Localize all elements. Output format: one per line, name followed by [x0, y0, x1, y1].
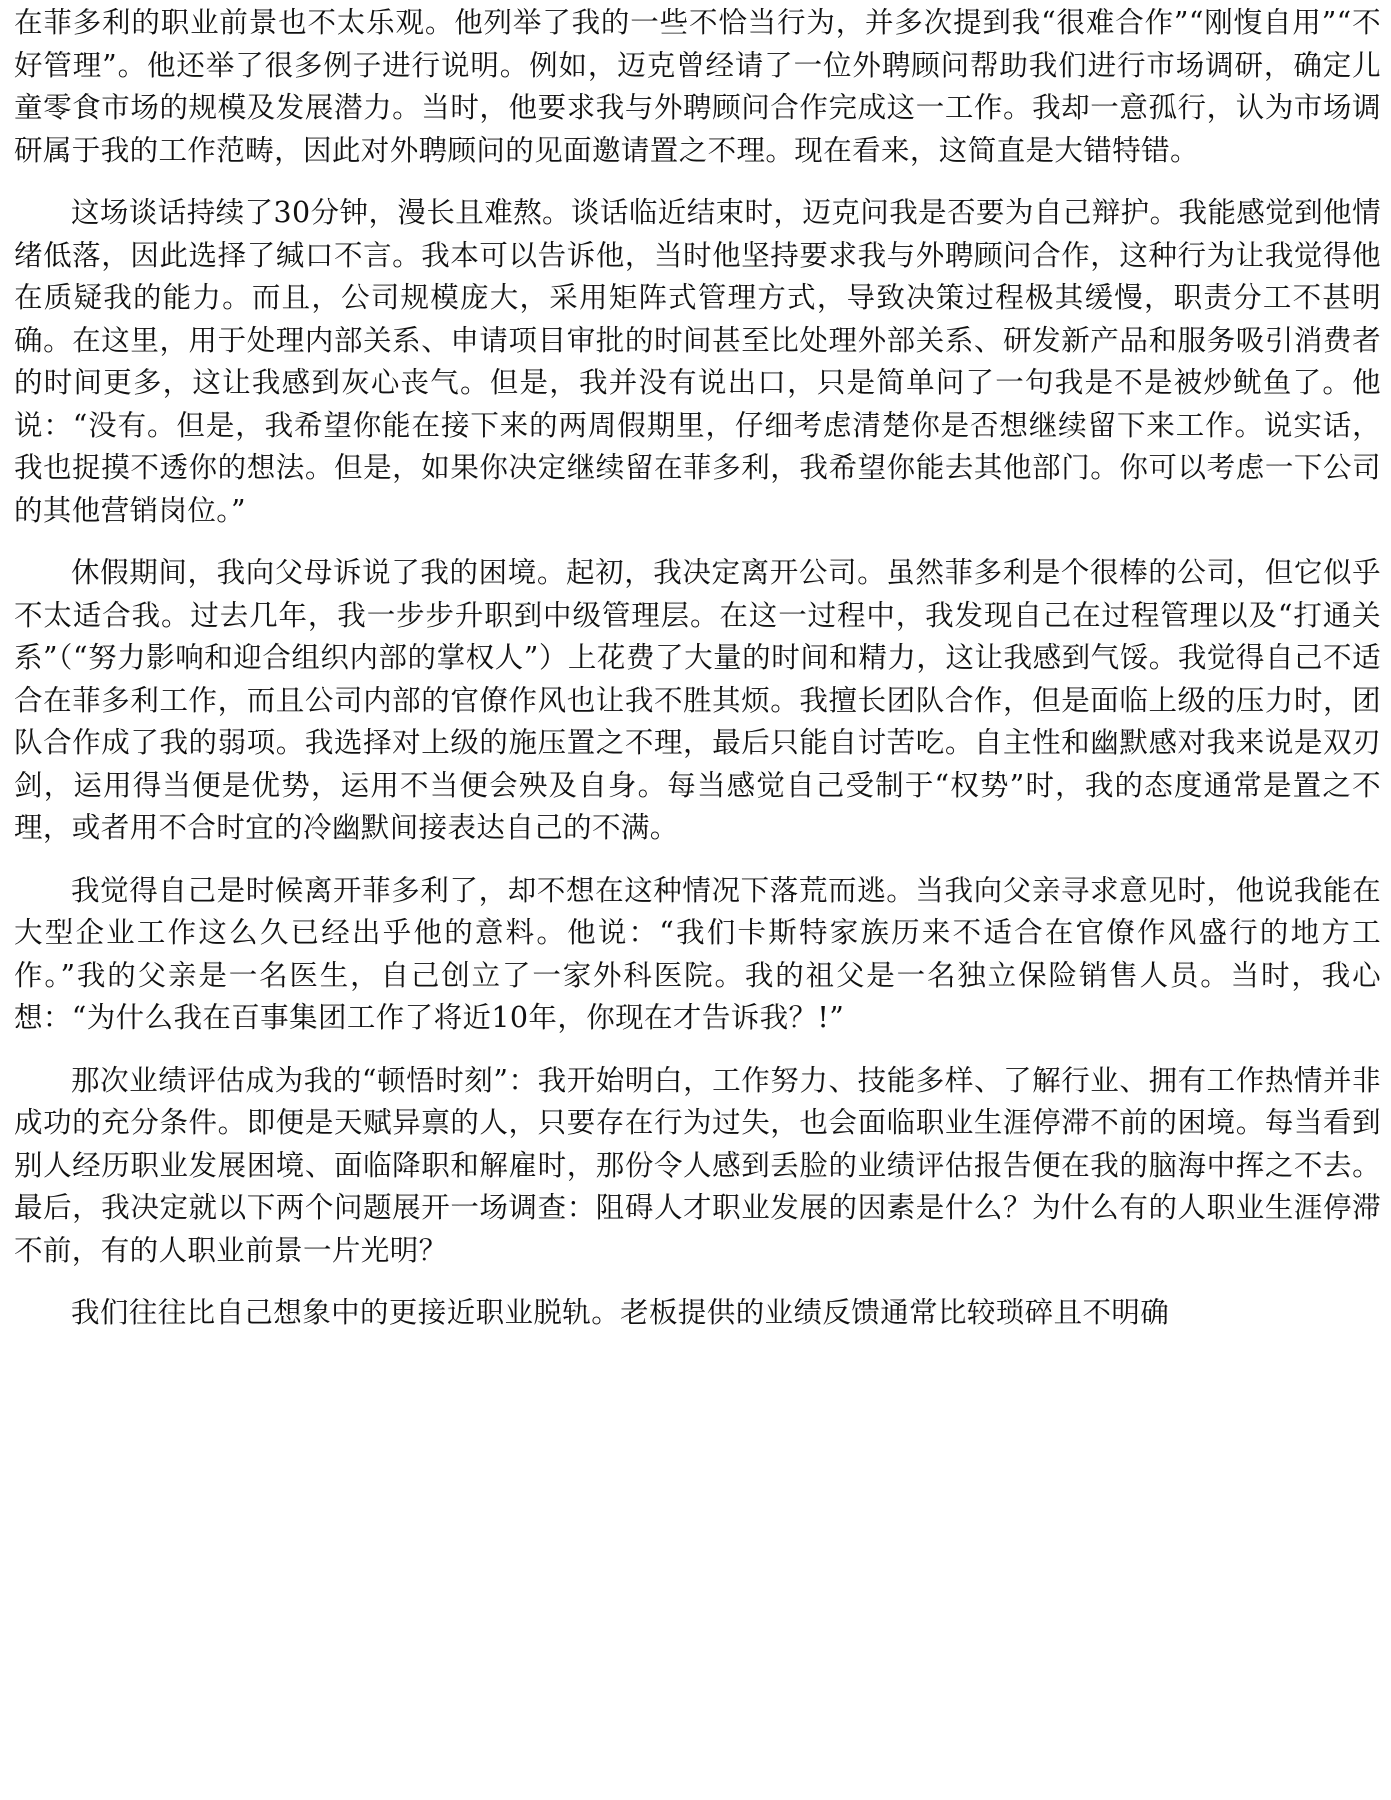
paragraph-4: 我觉得自己是时候离开菲多利了，却不想在这种情况下落荒而逃。当我向父亲寻求意见时，他说我能在大型企业工作这么久已经出乎他的意料。他说：“我们卡斯特家族历来不适合在官僚作风盛行的地方工作。”我的父亲是一名医生，自己创立了一家外科医院。我的祖父是一名独立保险销售人员。当时，我心想：“为什么我在百事集团工作了将近10年，你现在才告诉我？!” [14, 873, 1381, 1034]
paragraph-5: 那次业绩评估成为我的“顿悟时刻”：我开始明白，工作努力、技能多样、了解行业、拥有工作热情并非成功的充分条件。即便是天赋异禀的人，只要存在行为过失，也会面临职业生涯停滞不前的困境。每当看到别人经历职业发展困境、面临降职和解雇时，那份令人感到丢脸的业绩评估报告便在我的脑海中挥之不去。最后，我决定就以下两个问题展开一场调查：阻碍人才职业发展的因素是什么？为什么有的人职业生涯停滞不前，有的人职业前景一片光明？ [14, 1063, 1381, 1267]
paragraph-6: 我们往往比自己想象中的更接近职业脱轨。老板提供的业绩反馈通常比较琐碎且不明确 [71, 1296, 1170, 1329]
paragraph-3: 休假期间，我向父母诉说了我的困境。起初，我决定离开公司。虽然菲多利是个很棒的公司，但它似乎不太适合我。过去几年，我一步步升职到中级管理层。在这一过程中，我发现自己在过程管理以及“打通关系”（“努力影响和迎合组织内部的掌权人”）上花费了大量的时间和精力，这让我感到气馁。我觉得自己不适合在菲多利工作，而且公司内部的官僚作风也让我不胜其烦。我擅长团队合作，但是面临上级的压力时，团队合作成了我的弱项。我选择对上级的施压置之不理，最后只能自讨苦吃。自主性和幽默感对我来说是双刃剑，运用得当便是优势，运用不当便会殃及自身。每当感觉自己受制于“权势”时，我的态度通常是置之不理，或者用不合时宜的冷幽默间接表达自己的不满。 [14, 556, 1381, 844]
paragraph-2: 这场谈话持续了30分钟，漫长且难熬。谈话临近结束时，迈克问我是否要为自己辩护。我能感觉到他情绪低落，因此选择了缄口不言。我本可以告诉他，当时他坚持要求我与外聘顾问合作，这种行为让我觉得他在质疑我的能力。而且，公司规模庞大，采用矩阵式管理方式，导致决策过程极其缓慢，职责分工不甚明确。在这里，用于处理内部关系、申请项目审批的时间甚至比处理外部关系、研发新产品和服务吸引消费者的时间更多，这让我感到灰心丧气。但是，我并没有说出口，只是简单问了一句我是不是被炒鱿鱼了。他说：“没有。但是，我希望你能在接下来的两周假期里，仔细考虑清楚你是否想继续留下来工作。说实话，我也捉摸不透你的想法。但是，如果你决定继续留在菲多利，我希望你能去其他部门。你可以考虑一下公司的其他营销岗位。” [14, 196, 1381, 527]
paragraph-1: 在菲多利的职业前景也不太乐观。他列举了我的一些不恰当行为，并多次提到我“很难合作”“刚愎自用”“不好管理”。他还举了很多例子进行说明。例如，迈克曾经请了一位外聘顾问帮助我们进行市场调研，确定儿童零食市场的规模及发展潜力。当时，他要求我与外聘顾问合作完成这一工作。我却一意孤行，认为市场调研属于我的工作范畴，因此对外聘顾问的见面邀请置之不理。现在看来，这简直是大错特错。 [14, 6, 1381, 167]
